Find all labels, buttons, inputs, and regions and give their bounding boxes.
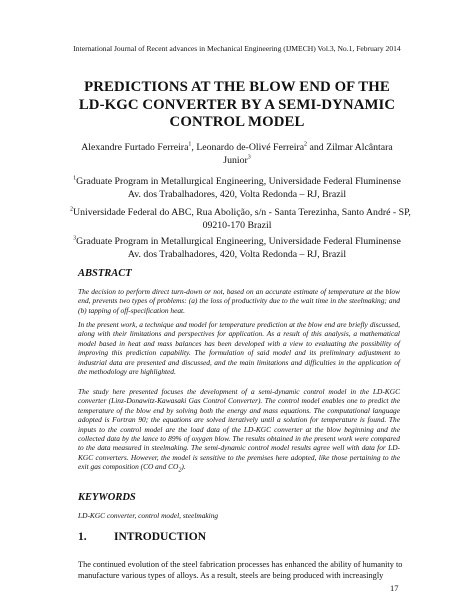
journal-header: International Journal of Recent advances in Mechanical Engineering (IJMECH) Vol.3, No.1, February 2014	[73, 44, 401, 53]
abstract-paragraph-end: ).	[181, 462, 186, 472]
affiliation-line: 09210-170 Brazil	[202, 219, 272, 231]
keywords-text: LD-KGC converter, control model, steelmaking	[78, 511, 219, 520]
keywords-heading: KEYWORDS	[78, 492, 136, 503]
section-number: 1.	[78, 531, 87, 543]
abstract-paragraph: The decision to perform direct turn-down or not, based on an accurate estimate of temperature at the blow end, prevents two types of problems: (a) the loss of productivity due to the wait time in the steelmaking; and (b) tapping of off-specification heat.	[78, 287, 400, 315]
author-name: Alexandre Furtado Ferreira	[81, 142, 189, 153]
author-affiliation-mark: 3	[247, 154, 251, 161]
affiliation-line: Av. dos Trabalhadores, 420, Volta Redonda – RJ, Brazil	[127, 248, 347, 260]
affiliation-line: Av. dos Trabalhadores, 420, Volta Redonda – RJ, Brazil	[127, 188, 347, 200]
affiliation-line: Graduate Program in Metallurgical Engineering, Universidade Federal Fluminense	[76, 236, 401, 247]
author-name: Leonardo de-Olivé Ferreira	[196, 142, 305, 153]
affiliation-mark: 3	[73, 235, 77, 242]
paper-title	[50, 79, 424, 132]
affiliation	[70, 206, 411, 232]
author-separator: ,	[191, 142, 197, 153]
affiliation-mark: 2	[70, 206, 73, 213]
section-title: INTRODUCTION	[114, 531, 207, 543]
abstract-paragraph-text: The study here presented focuses the development of a semi-dynamic control model in the LD-KGC converter (Linz-Donawitz-Kawasaki Gas Control Converter). The control model enables one to predict the temperature of the blow end by solving both the energy and mass equations. The computational language adopted is Fortran 90; the equations are solved iteratively until a solution for temperature is found. The inputs to the control model are the load data of the LD-KGC converter at the blow beginning and the collected data by the lance to 89% of oxygen blow. The results obtained in the present work were compared to the data measured in steelmaking. The semi-dynamic control model results agree well with data for LD-KGC converters. However, the model is sensitive to the premises here adopted, like those pertaining to the exit gas composition (CO and CO	[78, 387, 400, 472]
page-number: 17	[390, 583, 399, 593]
affiliation	[70, 176, 404, 201]
author-affiliation-mark: 1	[188, 141, 192, 148]
body-line: manufacture various types of alloys. As a result, steels are being produced with increasingly	[78, 571, 384, 580]
affiliation	[70, 236, 404, 261]
body-line: The continued evolution of the steel fabrication processes has enhanced the ability of humanity to	[78, 560, 403, 569]
author-name: Zilmar Alcântara	[326, 142, 393, 153]
affiliation-line: Graduate Program in Metallurgical Engineering, Universidade Federal Fluminense	[76, 176, 401, 187]
affiliation-line: Universidade Federal do ABC, Rua Abolição, s/n - Santa Terezinha, Santo André - SP,	[73, 207, 411, 218]
abstract-paragraph	[78, 387, 400, 472]
author-separator: and	[307, 142, 327, 153]
author-name-continued: Junior	[223, 155, 248, 166]
intro-body	[78, 559, 403, 581]
author-affiliation-mark: 2	[304, 141, 308, 148]
title-line: CONTROL MODEL	[169, 114, 305, 130]
co2-subscript: 2	[178, 467, 182, 474]
title-line: LD-KGC CONVERTER BY A SEMI-DYNAMIC	[78, 96, 396, 113]
abstract-paragraph: In the present work, a technique and model for temperature prediction at the blow end are briefly discussed, along with their limitations and perspectives for application. As a result of this analysis, a mathematical model based in heat and mass balances has been developed with a view to evaluating the possibility of improving this prediction capability. The formulation of said model and its preliminary adjustment to industrial data are presented and discussed, and the main limitations and difficulties in the application of the methodology are highlighted.	[78, 320, 400, 377]
author-list	[60, 141, 414, 167]
title-line: PREDICTIONS AT THE BLOW END OF THE	[84, 79, 390, 95]
affiliation-mark: 1	[73, 175, 77, 182]
abstract-heading: ABSTRACT	[78, 268, 132, 279]
